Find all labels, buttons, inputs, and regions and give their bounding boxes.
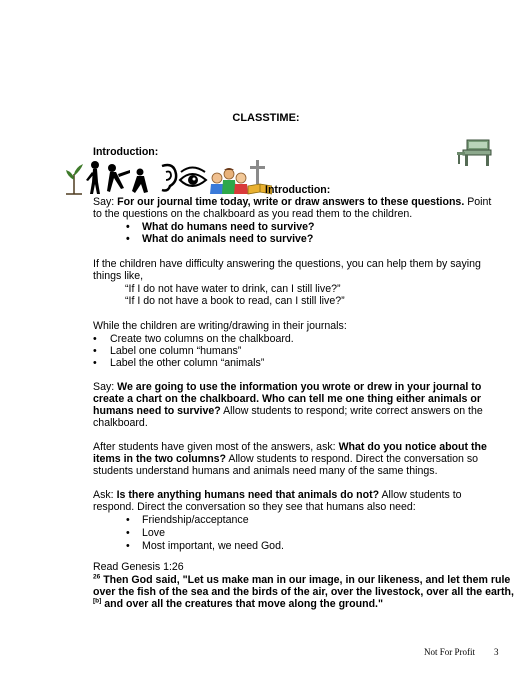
example-quote: “If I do not have a book to read, can I still live?” xyxy=(125,295,345,307)
children-group-icon xyxy=(210,168,248,194)
question-item: What do humans need to survive? xyxy=(142,221,315,233)
say-prompt-cont: create a chart on the chalkboard. Who can tell me one thing either animals or xyxy=(93,393,481,405)
difficulty-text-cont: things like, xyxy=(93,270,144,282)
bullet-glyph: • xyxy=(126,527,130,539)
plant-icon xyxy=(66,164,83,194)
footer-text: Not For Profit xyxy=(424,647,476,657)
ask-instruction-cont: respond. Direct the conversation so they see that humans also need: xyxy=(93,501,416,513)
say-prompt-end: chalkboard. xyxy=(93,417,148,429)
ear-icon xyxy=(162,165,176,191)
scripture-verse-cont: over the fish of the sea and the birds of the air, over the livestock, over all the earth, xyxy=(93,586,514,598)
after-question-cont: items in the two columns? xyxy=(93,453,227,465)
say-trailing: Allow students to respond; write correct answers on the xyxy=(223,405,483,417)
say-instruction-2 xyxy=(93,381,481,394)
bullet-glyph: • xyxy=(126,233,130,245)
school-desk-icon xyxy=(455,138,495,168)
say-question: humans need to survive? xyxy=(93,405,221,417)
example-quote: “If I do not have water to drink, can I still live?” xyxy=(125,283,341,295)
after-instruction xyxy=(93,441,487,454)
bullet-glyph: • xyxy=(126,540,130,552)
icon-row xyxy=(64,158,272,196)
scripture-verse xyxy=(93,574,510,587)
step-item: Label the other column “animals” xyxy=(110,357,265,369)
say-prompt-cont xyxy=(93,405,483,418)
say-instruction-1-cont: to the questions on the chalkboard as you read them to the children. xyxy=(93,208,413,220)
question-item: What do animals need to survive? xyxy=(142,233,314,245)
need-item: Most important, we need God. xyxy=(142,540,284,552)
bullet-glyph: • xyxy=(93,345,97,357)
scripture-reference: Read Genesis 1:26 xyxy=(93,561,184,573)
step-item: Create two columns on the chalkboard. xyxy=(110,333,294,345)
after-instruction-end: students understand humans and animals need many of the same things. xyxy=(93,465,438,477)
intro-heading: Introduction: xyxy=(93,146,159,158)
scripture-verse-end xyxy=(93,598,383,611)
ask-instruction xyxy=(93,489,462,502)
say-prompt: For our journal time today, write or draw answers to these questions. xyxy=(117,196,465,208)
say-prompt: We are going to use the information you wrote or drew in your journal to xyxy=(117,381,482,393)
say-label: Say: xyxy=(93,381,115,393)
ask-trailing: Allow students to xyxy=(381,489,462,501)
difficulty-text: If the children have difficulty answering the questions, you can help them by saying xyxy=(93,258,481,270)
bullet-glyph: • xyxy=(126,221,130,233)
after-instruction-cont xyxy=(93,453,478,466)
eye-icon xyxy=(180,168,206,187)
ask-label: Ask: xyxy=(93,489,114,501)
page-number: 3 xyxy=(494,647,499,657)
after-text: After students have given most of the answers, ask: xyxy=(93,441,336,453)
intro-subheading: Introduction: xyxy=(265,184,331,196)
writing-instruction: While the children are writing/drawing in their journals: xyxy=(93,320,347,332)
ask-question: Is there anything humans need that animals do not? xyxy=(116,489,380,501)
verse-text-end: and over all the creatures that move along the ground." xyxy=(104,598,384,610)
say-label: Say: xyxy=(93,196,115,208)
bullet-glyph: • xyxy=(93,333,97,345)
bullet-glyph: • xyxy=(126,514,130,526)
say-trailing: Point xyxy=(467,196,492,208)
verse-text: Then God said, "Let us make man in our image, in our likeness, and let them rule xyxy=(103,574,511,586)
after-text-cont: Allow students to respond. Direct the conversation so xyxy=(228,453,479,465)
exercising-people-icon xyxy=(86,161,148,194)
bullet-glyph: • xyxy=(93,357,97,369)
verse-number: 26 xyxy=(93,573,101,581)
footnote-ref: [b] xyxy=(93,597,102,605)
say-instruction-1 xyxy=(93,196,491,209)
page-title: CLASSTIME: xyxy=(232,112,300,124)
need-item: Friendship/acceptance xyxy=(142,514,249,526)
step-item: Label one column “humans” xyxy=(110,345,242,357)
after-question: What do you notice about the xyxy=(338,441,487,453)
need-item: Love xyxy=(142,527,165,539)
